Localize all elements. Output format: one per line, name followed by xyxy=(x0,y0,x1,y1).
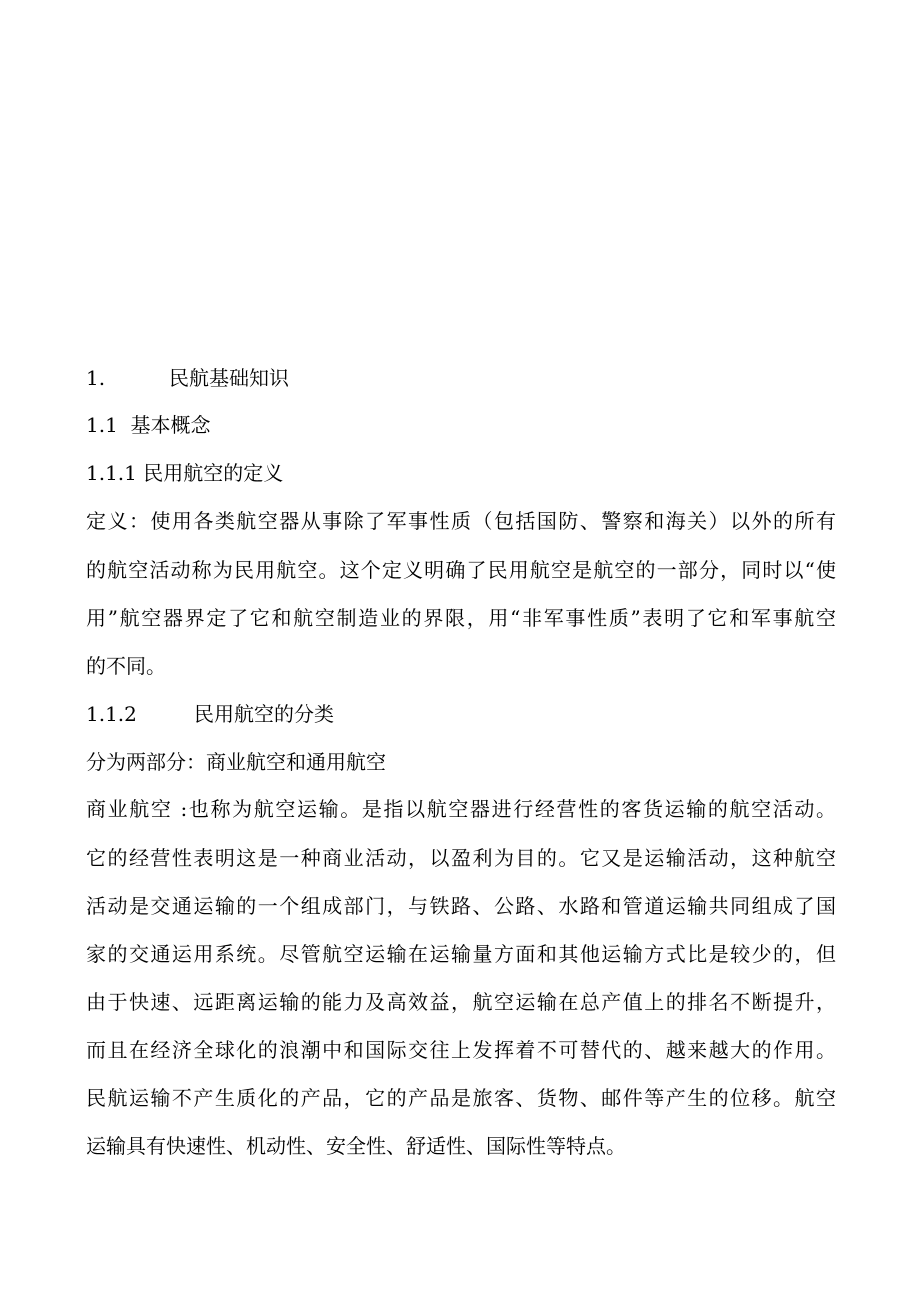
commercial-line: 运输具有快速性、机动性、安全性、舒适性、国际性等特点。 xyxy=(86,1134,626,1158)
commercial-line: 活动是交通运输的一个组成部门，与铁路、公路、水路和管道运输共同组成了国 xyxy=(86,894,836,918)
commercial-line: 家的交通运用系统。尽管航空运输在运输量方面和其他运输方式比是较少的，但 xyxy=(86,942,836,966)
heading-1-title: 民航基础知识 xyxy=(169,366,289,390)
heading-1 xyxy=(86,366,289,390)
heading-1-number: 1. xyxy=(86,366,106,390)
heading-1-1-2-title: 民用航空的分类 xyxy=(194,702,334,726)
commercial-line: 它的经营性表明这是一种商业活动，以盈利为目的。它又是运输活动，这种航空 xyxy=(86,846,836,870)
definition-line: 用”航空器界定了它和航空制造业的界限，用“非军事性质”表明了它和军事航空 xyxy=(86,606,836,630)
heading-1-1-2 xyxy=(86,702,334,726)
commercial-line: 由于快速、远距离运输的能力及高效益，航空运输在总产值上的排名不断提升， xyxy=(86,990,836,1014)
commercial-line: 而且在经济全球化的浪潮中和国际交往上发挥着不可替代的、越来越大的作用。 xyxy=(86,1038,836,1062)
heading-1-1 xyxy=(86,413,211,437)
classification-line: 分为两部分：商业航空和通用航空 xyxy=(86,750,386,774)
definition-line: 的航空活动称为民用航空。这个定义明确了民用航空是航空的一部分，同时以“使 xyxy=(86,558,836,582)
heading-1-1-number: 1.1 xyxy=(86,413,118,437)
commercial-line: 民航运输不产生质化的产品，它的产品是旅客、货物、邮件等产生的位移。航空 xyxy=(86,1086,836,1110)
definition-line: 定义：使用各类航空器从事除了军事性质（包括国防、警察和海关）以外的所有 xyxy=(86,509,836,533)
commercial-line: 商业航空 :也称为航空运输。是指以航空器进行经营性的客货运输的航空活动。 xyxy=(86,797,836,821)
definition-line: 的不同。 xyxy=(86,654,166,678)
heading-1-1-title: 基本概念 xyxy=(130,413,211,437)
heading-1-1-2-number: 1.1.2 xyxy=(86,702,137,726)
heading-1-1-1: 1.1.1 民用航空的定义 xyxy=(86,461,284,485)
